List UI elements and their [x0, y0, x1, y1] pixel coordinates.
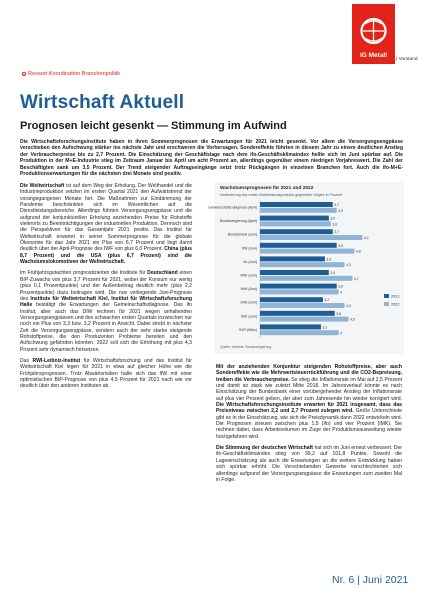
data-label: 3,9 — [338, 284, 343, 289]
paragraph-weltwirtschaft: Die Weltwirtschaft ist auf dem Weg der Erholung. Der Welthandel und die Industrieproduktion setzten im ersten Quartal 2021 den Aufwärtstrend der vorangegangenen Monate fort. Die Maßnahmen zur Eindämmung der Pandemie beschränkten sich im Wesentlichen auf die Dienstleistungsbereiche. Allerdings führten Versorgungsengpässe und die aufgrund der konjunkturellen Erholung anziehenden Preise für Rohstoffe vielerorts zu Beeinträchtigungen der industriellen Produktion. Dennoch sind die Perspektiven für das Gesamtjahr 2021 positiv. Das Institut für Weltwirtschaft erwartet in seiner Sommerprognose für die globale Ökonomie für das Jahr 2021 ein Plus von 6,7 Prozent und liegt damit deutlich über der April-Prognose des IWF von plus 6,0 Prozent. China (plus 8,7 Prozent) und die USA (plus 6,7 Prozent) sind die Wachstumslokomotiven der Weltwirtschaft. — [20, 183, 192, 266]
bar — [260, 324, 321, 329]
data-label: 4 — [340, 331, 343, 336]
growth-forecast-chart — [207, 182, 404, 354]
category-label: Bundesregierung (April) — [220, 219, 257, 224]
bar — [260, 229, 333, 234]
bar — [260, 249, 354, 254]
chart-plot — [207, 182, 404, 354]
ressort-label: Ressort Koordination Branchenpolitik — [28, 71, 121, 77]
data-label: 4 — [340, 290, 343, 295]
category-label: DIW (Juni) — [240, 300, 257, 305]
chart-source: Quelle: Institute, Bundesregierung — [220, 345, 272, 349]
legend-swatch — [384, 294, 389, 298]
bar — [260, 289, 339, 294]
bar — [260, 256, 325, 261]
lead-paragraph: Die Wirtschaftsforschungsinstitute haben in ihren Sommerprognosen die Erwartungen für 2021 leicht gesenkt. Vor allem die Versorgungsengpässe verschieben den Aufschwung stärker ins nächste Jahr und erschweren die Vorhersagen. Sondereffekte führten in diesem Jahr zu einem deutlichen Anstieg der Verbraucherpreise bis zu 2,7 Prozent. Die Einschätzung der Geschäftslage nach dem ifo-Geschäftsklimaindex hellte sich im Juni spürbar auf. Die Produktion in der M+E-Industrie stieg im Zeitraum Januar bis April um acht Prozent an, allerdings gegenüber einem niedrigen Vorjahreswert. Die Zahl der Beschäftigten sank um 3,5 Prozent. Der Trend steigender Auftragseingänge setzt trotz Rückgängen in einzelnen Branchen fort. Auch die ifo-M+E-Produktionserwartungen für die nächsten drei Monate sind positiv. — [20, 139, 403, 178]
ressort-marker-icon — [22, 72, 26, 76]
legend-label: 2021 — [391, 294, 400, 299]
bar — [260, 221, 331, 226]
bar — [260, 262, 345, 267]
paragraph-rwi: Das RWI-Leibniz-Institut für Wirtschaftsforschung und das Institut für Weltwirtschaft Kiel legen für 2021 in etwa auf gleicher Höhe wie die Frühjahrsprognosen. Trotz Abwärtsrisiken halte sich das IfW mit einer optimistischen BIP-Prognose von plus 4,5 Prozent für 2021 nach wie vor deutlich über den anderen Instituten ab. — [20, 357, 192, 390]
logo-text: IG Metall — [359, 52, 388, 59]
chart-title: Wachstumsprognosen für 2021 und 2022 — [220, 186, 314, 191]
issue-date: Juni 2021 — [362, 574, 409, 586]
legend-swatch — [384, 302, 389, 306]
bar — [260, 243, 337, 248]
category-label: IfW (Juni) — [242, 246, 257, 251]
ig-metall-emblem-icon — [352, 4, 395, 64]
bar — [260, 297, 323, 302]
data-label: 3,7 — [334, 230, 339, 235]
data-label: 4,7 — [353, 276, 359, 281]
issue-number: Nr. 6 — [332, 574, 355, 586]
data-label: 3,3 — [326, 257, 332, 262]
bar — [260, 330, 339, 335]
headline: Prognosen leicht gesenkt — Stimmung im Aufwind — [20, 120, 287, 132]
data-label: 3,8 — [336, 311, 341, 316]
bar — [260, 276, 352, 281]
data-label: 3,1 — [322, 325, 328, 330]
category-label: IMK (Juni) — [241, 314, 257, 319]
issue-footer — [332, 574, 408, 586]
data-label: 4,3 — [346, 263, 351, 268]
category-label: Bundesbank (Juni) — [227, 232, 257, 237]
category-label: SVR (März) — [238, 327, 257, 332]
bar — [260, 208, 337, 213]
bar — [260, 270, 329, 275]
data-label: 3,2 — [324, 298, 330, 303]
paragraph-inflation: Mit der anziehenden Konjunktur steigenden Rohstoffpreise, aber auch Sondereffekte wie die Mehrwertsteuerrückführung und die CO2-Bepreisung, treiben die Verbraucherpreise. So stieg die Inflationsrate im Mai auf 2,5 Prozent und damit so stark wie zuletzt Mitte 2018. Im Jahresverlauf könnte es nach Einschätzung der Bundesbank einer vorübergehender Anstieg der Inflationsrate auf plus vier Prozent geben, der aber zum Jahresende hin wieder korrigiert wird. Die Wirtschaftsforschungsinstitute erwarten für 2021 insgesamt, dass das Preisniveau zwischen 2,2 und 2,7 Prozent zulegen wird. Große Unterschiede gibt es in der Einschätzung, wie sich die Preisdynamik dann 2022 entwickeln wird. Die Prognosen streuen zwischen plus 1,5 (ifo) und vier Prozent (IMK). Sie rechnen dabei, dass Arbeitsvolumen im Zuge der Produktionsausweitung wieder hochgefahren wird. — [216, 364, 402, 440]
issue-separator: | — [357, 574, 360, 586]
data-label: 3,7 — [334, 203, 339, 207]
paragraph-stimmung: Die Stimmung der deutschen Wirtschaft hat sich im Juni erneut verbessert. Der ifo-Geschäftsklimaindex stieg von 99,2 auf 101,8 Punkte. Sowohl die Lageeinschätzung als auch die Erwartungen an die weitere Entwicklung haben sich spürbar erhöht. Die Verschiebenden Gewerbe verschlechterten sich allerdings aufgrund der Versorgungsengpässe die Erwartungen zum zweiten Mal in Folge. — [216, 445, 402, 483]
column-right — [216, 364, 402, 488]
bar — [260, 311, 335, 316]
page-title: Wirtschaft Aktuell — [20, 92, 185, 113]
bar — [260, 303, 345, 308]
data-label: 4,3 — [346, 304, 351, 308]
legend-label: 2022 — [391, 302, 400, 307]
paragraph-deutschland: Im Frühjahrsgutachten prognostizierten die Institute für Deutschland einen BIP-Zuwachs von plus 3,7 Prozent für 2021, wobei der Konsum nur wenig (plus 0,1 Prozentpunkte) und der Außenbeitrag deutlich mehr (plus 2,2 Prozentpunkte) dazu beitragen wird. Die nun vorliegende Juni-Prognose des Instituts für Weltwirtschaft Kiel, Institut für Wirtschaftsforschung Halle bestätigt die Erwartungen der Gemeinschaftsdiagnose. Das ifo Institut, aber auch das DIW rechnen für 2021 wegen anhaltenden Versorgungsengpässen und des schwachen ersten Quartals inzwischen nur noch ein Plus von 3,3 bzw. 3,2 Prozent in Ansicht. Dabei strebt in nächster Zeit die Versorgungsengpässe, sondern auch der sehr starke steigende Rohstoffpreise, die den Produzenten Probleme bereiten und den Aufschwung gefährden könnten. 2022 soll sich die Erhöhung mit plus 4,3 Prozent sehr dynamisch fortsetzen. — [20, 270, 192, 353]
category-label: RWI (Juni) — [240, 273, 257, 278]
category-label: ifo (Juni) — [243, 259, 257, 264]
data-label: 3,9 — [338, 243, 343, 248]
category-label: Gemeinschafts-diagnose (April) — [207, 205, 257, 210]
bar — [260, 284, 337, 289]
data-label: 5,2 — [363, 236, 369, 240]
category-label: IWH (Juni) — [240, 287, 257, 292]
bar — [260, 216, 329, 221]
data-label: 3,9 — [338, 208, 343, 213]
data-label: 4,8 — [355, 249, 361, 254]
bar — [260, 202, 333, 207]
data-label: 3,6 — [332, 222, 338, 227]
vorstand-label: | Vorstand — [396, 57, 418, 62]
data-label: 3,5 — [330, 271, 336, 275]
bar — [260, 235, 362, 240]
chart-subtitle: Veränderung des realen Bruttoinlandsprodukts gegenüber Vorjahr in Prozent — [220, 193, 342, 197]
data-label: 4,5 — [350, 317, 355, 322]
column-left — [20, 183, 192, 395]
ig-metall-logo — [352, 4, 395, 64]
data-label: 3,5 — [330, 216, 336, 221]
bar — [260, 317, 349, 322]
